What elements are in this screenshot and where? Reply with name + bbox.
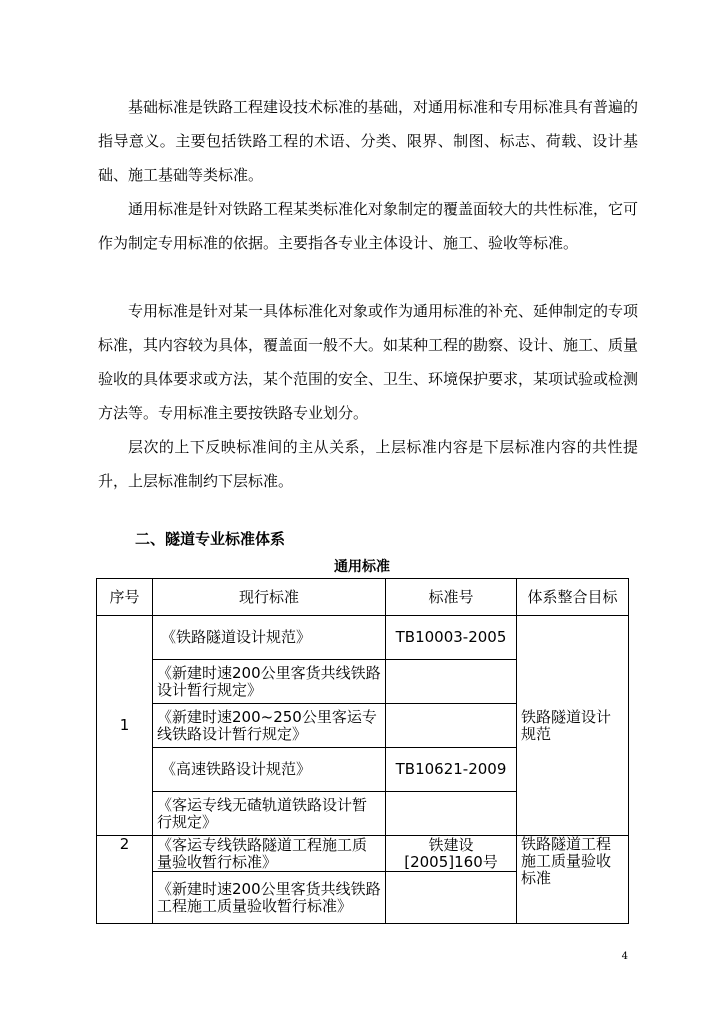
standard-code: [386, 792, 517, 836]
standard-code: [386, 660, 517, 704]
standard-code: 铁建设[2005]160号: [386, 836, 517, 872]
table-row: [97, 836, 629, 872]
standard-code: TB10621-2009: [386, 748, 517, 792]
section-heading: 二、隧道专业标准体系: [135, 530, 286, 548]
page-number: 4: [621, 951, 628, 962]
paragraph-general-standards: 通用标准是针对铁路工程某类标准化对象制定的覆盖面较大的共性标准，它可作为制定专用标准的依据。主要指各专业主体设计、施工、验收等标准。: [98, 200, 639, 252]
group1-target: 铁路隧道设计规范: [517, 616, 629, 836]
standard-name: 《客运专线铁路隧道工程施工质量验收暂行标准》: [153, 836, 386, 872]
table-row: [97, 616, 629, 660]
standard-name: 《新建时速200~250公里客运专线铁路设计暂行规定》: [153, 704, 386, 748]
standard-code: [386, 704, 517, 748]
header-index: 序号: [97, 579, 153, 616]
standard-name: 《高速铁路设计规范》: [153, 748, 386, 792]
standard-name: 《铁路隧道设计规范》: [153, 616, 386, 660]
group1-index: 1: [97, 616, 153, 836]
header-current-standard: 现行标准: [153, 579, 386, 616]
group2-target: 铁路隧道工程施工质量验收标准: [517, 836, 629, 924]
standard-name: 《新建时速200公里客货共线铁路设计暂行规定》: [153, 660, 386, 704]
standard-code: TB10003-2005: [386, 616, 517, 660]
paragraph-special-standards: 专用标准是针对某一具体标准化对象或作为通用标准的补充、延伸制定的专项标准，其内容较为具体，覆盖面一般不大。如某种工程的勘察、设计、施工、质量验收的具体要求或方法，某个范围的安全、卫生、环境保护要求，某项试验或检测方法等。专用标准主要按铁路专业划分。: [98, 302, 639, 422]
paragraph-hierarchy: 层次的上下反映标准间的主从关系，上层标准内容是下层标准内容的共性提升，上层标准制约下层标准。: [98, 438, 638, 490]
paragraph-basic-standards: 基础标准是铁路工程建设技术标准的基础，对通用标准和专用标准具有普遍的指导意义。主要包括铁路工程的术语、分类、限界、制图、标志、荷载、设计基础、施工基础等类标准。: [98, 98, 639, 184]
table-caption: 通用标准: [334, 559, 390, 575]
standard-name: 《新建时速200公里客货共线铁路工程施工质量验收暂行标准》: [153, 872, 386, 924]
header-integration-target: 体系整合目标: [517, 579, 629, 616]
standard-code: [386, 872, 517, 924]
header-standard-code: 标准号: [386, 579, 517, 616]
standards-table: [96, 578, 629, 924]
standard-name: 《客运专线无碴轨道铁路设计暂行规定》: [153, 792, 386, 836]
table-header-row: [97, 579, 629, 616]
group2-index: 2: [97, 836, 153, 924]
